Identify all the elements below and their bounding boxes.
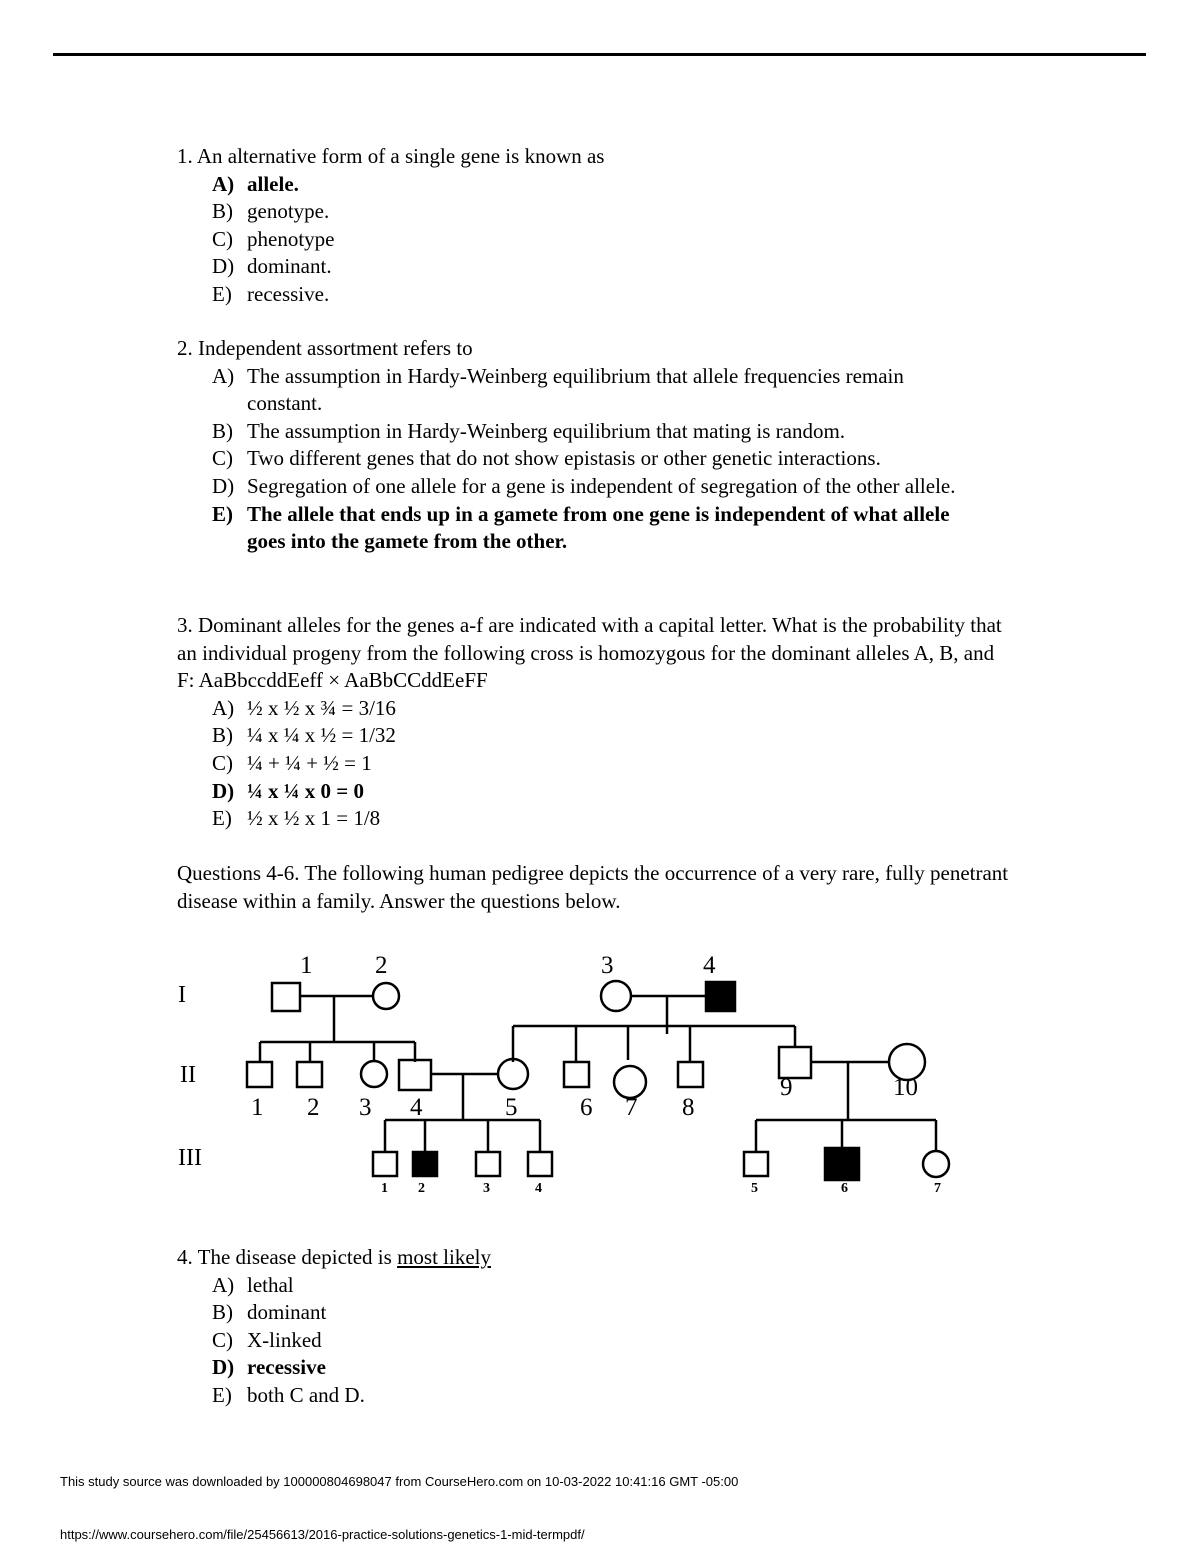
option: D) ¼ x ¼ x 0 = 0 <box>212 778 364 803</box>
individual-label: 6 <box>580 1094 593 1121</box>
male-unaffected <box>247 1062 272 1087</box>
option: C) Two different genes that do not show epistasis or other genetic interactions. <box>212 446 881 471</box>
male-unaffected <box>476 1152 500 1176</box>
individual-label: 7 <box>934 1181 941 1196</box>
male-unaffected <box>564 1062 589 1087</box>
option: A) allele. <box>212 171 299 196</box>
option: D) dominant. <box>212 254 332 279</box>
option: C) phenotype <box>212 226 335 251</box>
question-stem: 2. Independent assortment refers to <box>177 336 473 360</box>
individual-label: 5 <box>751 1181 758 1196</box>
individual-label: 2 <box>418 1181 425 1196</box>
individual-label: 5 <box>505 1094 518 1121</box>
individual-label: 8 <box>682 1094 695 1121</box>
individual-label: 9 <box>780 1074 793 1101</box>
option: A) ½ x ½ x ¾ = 3/16 <box>212 695 396 720</box>
question-2 <box>177 335 1027 556</box>
source-url[interactable]: https://www.coursehero.com/file/25456613/2016-practice-solutions-genetics-1-mid-termpdf/ <box>60 1527 585 1542</box>
question-3 <box>177 612 1007 833</box>
generation-label: II <box>180 1062 196 1088</box>
female-unaffected <box>373 983 399 1009</box>
option: B) The assumption in Hardy-Weinberg equilibrium that mating is random. <box>212 418 846 443</box>
option: D) Segregation of one allele for a gene is independent of segregation of the other allele. <box>212 473 956 498</box>
female-unaffected <box>361 1061 387 1087</box>
male-unaffected <box>373 1152 397 1176</box>
male-unaffected <box>744 1152 768 1176</box>
individual-label: 2 <box>307 1094 320 1121</box>
download-notice: This study source was downloaded by 100000804698047 from CourseHero.com on 10-03-2022 10:41:16 GMT -05:00 <box>60 1474 739 1489</box>
option: D) recessive <box>212 1355 326 1380</box>
female-unaffected <box>923 1151 949 1177</box>
individual-label: 4 <box>703 952 716 979</box>
generation-label: III <box>178 1145 202 1171</box>
option: B) ¼ x ¼ x ½ = 1/32 <box>212 723 396 748</box>
question-stem: 1. An alternative form of a single gene is known as <box>177 144 605 168</box>
question-1 <box>177 143 997 309</box>
option: C) X-linked <box>212 1327 322 1352</box>
male-affected <box>413 1152 437 1176</box>
individual-label: 3 <box>483 1181 490 1196</box>
male-unaffected <box>399 1060 431 1090</box>
individual-label: 3 <box>601 952 614 979</box>
individual-label: 4 <box>410 1094 423 1121</box>
option: E) The allele that ends up in a gamete from one gene is independent of what allele goes into the gamete from the other. <box>212 501 950 554</box>
male-unaffected <box>528 1152 552 1176</box>
top-rule <box>53 53 1146 56</box>
individual-label: 1 <box>251 1094 264 1121</box>
option: B) dominant <box>212 1300 327 1325</box>
individual-label: 2 <box>375 952 388 979</box>
option: A) lethal <box>212 1272 294 1297</box>
individual-label: 3 <box>359 1094 372 1121</box>
individual-label: 1 <box>381 1181 388 1196</box>
pedigree-diagram <box>160 940 960 1200</box>
option: E) both C and D. <box>212 1382 365 1407</box>
female-unaffected <box>601 981 631 1011</box>
option: C) ¼ + ¼ + ½ = 1 <box>212 750 372 775</box>
question-stem: 4. The disease depicted is most likely <box>177 1245 491 1269</box>
option: B) genotype. <box>212 199 330 224</box>
underlined-phrase: most likely <box>397 1245 491 1269</box>
pedigree-intro-text: Questions 4-6. The following human pedigree depicts the occurrence of a very rare, fully penetrant disease within a family. Answer the questions below. <box>177 861 1009 913</box>
male-affected <box>825 1148 859 1180</box>
male-unaffected <box>272 983 300 1011</box>
individual-label: 6 <box>841 1181 848 1196</box>
male-affected <box>706 982 735 1011</box>
option: E) recessive. <box>212 281 330 306</box>
option: E) ½ x ½ x 1 = 1/8 <box>212 806 381 831</box>
individual-label: 4 <box>535 1181 542 1196</box>
individual-label: 10 <box>893 1074 918 1101</box>
question-4 <box>177 1244 997 1410</box>
individual-label: 7 <box>625 1094 638 1121</box>
male-unaffected <box>297 1062 322 1087</box>
pedigree-intro <box>177 860 1027 915</box>
individual-label: 1 <box>300 952 313 979</box>
female-unaffected <box>498 1059 528 1089</box>
male-unaffected <box>678 1062 703 1087</box>
option: A) The assumption in Hardy-Weinberg equilibrium that allele frequencies remain constant. <box>212 363 904 416</box>
question-stem: 3. Dominant alleles for the genes a-f are indicated with a capital letter. What is the probability that an individual progeny from the following cross is homozygous for the dominant alleles A, B, and F: AaBbccddEeff × AaBbCCddEeFF <box>177 613 1002 693</box>
generation-label: I <box>178 982 186 1008</box>
